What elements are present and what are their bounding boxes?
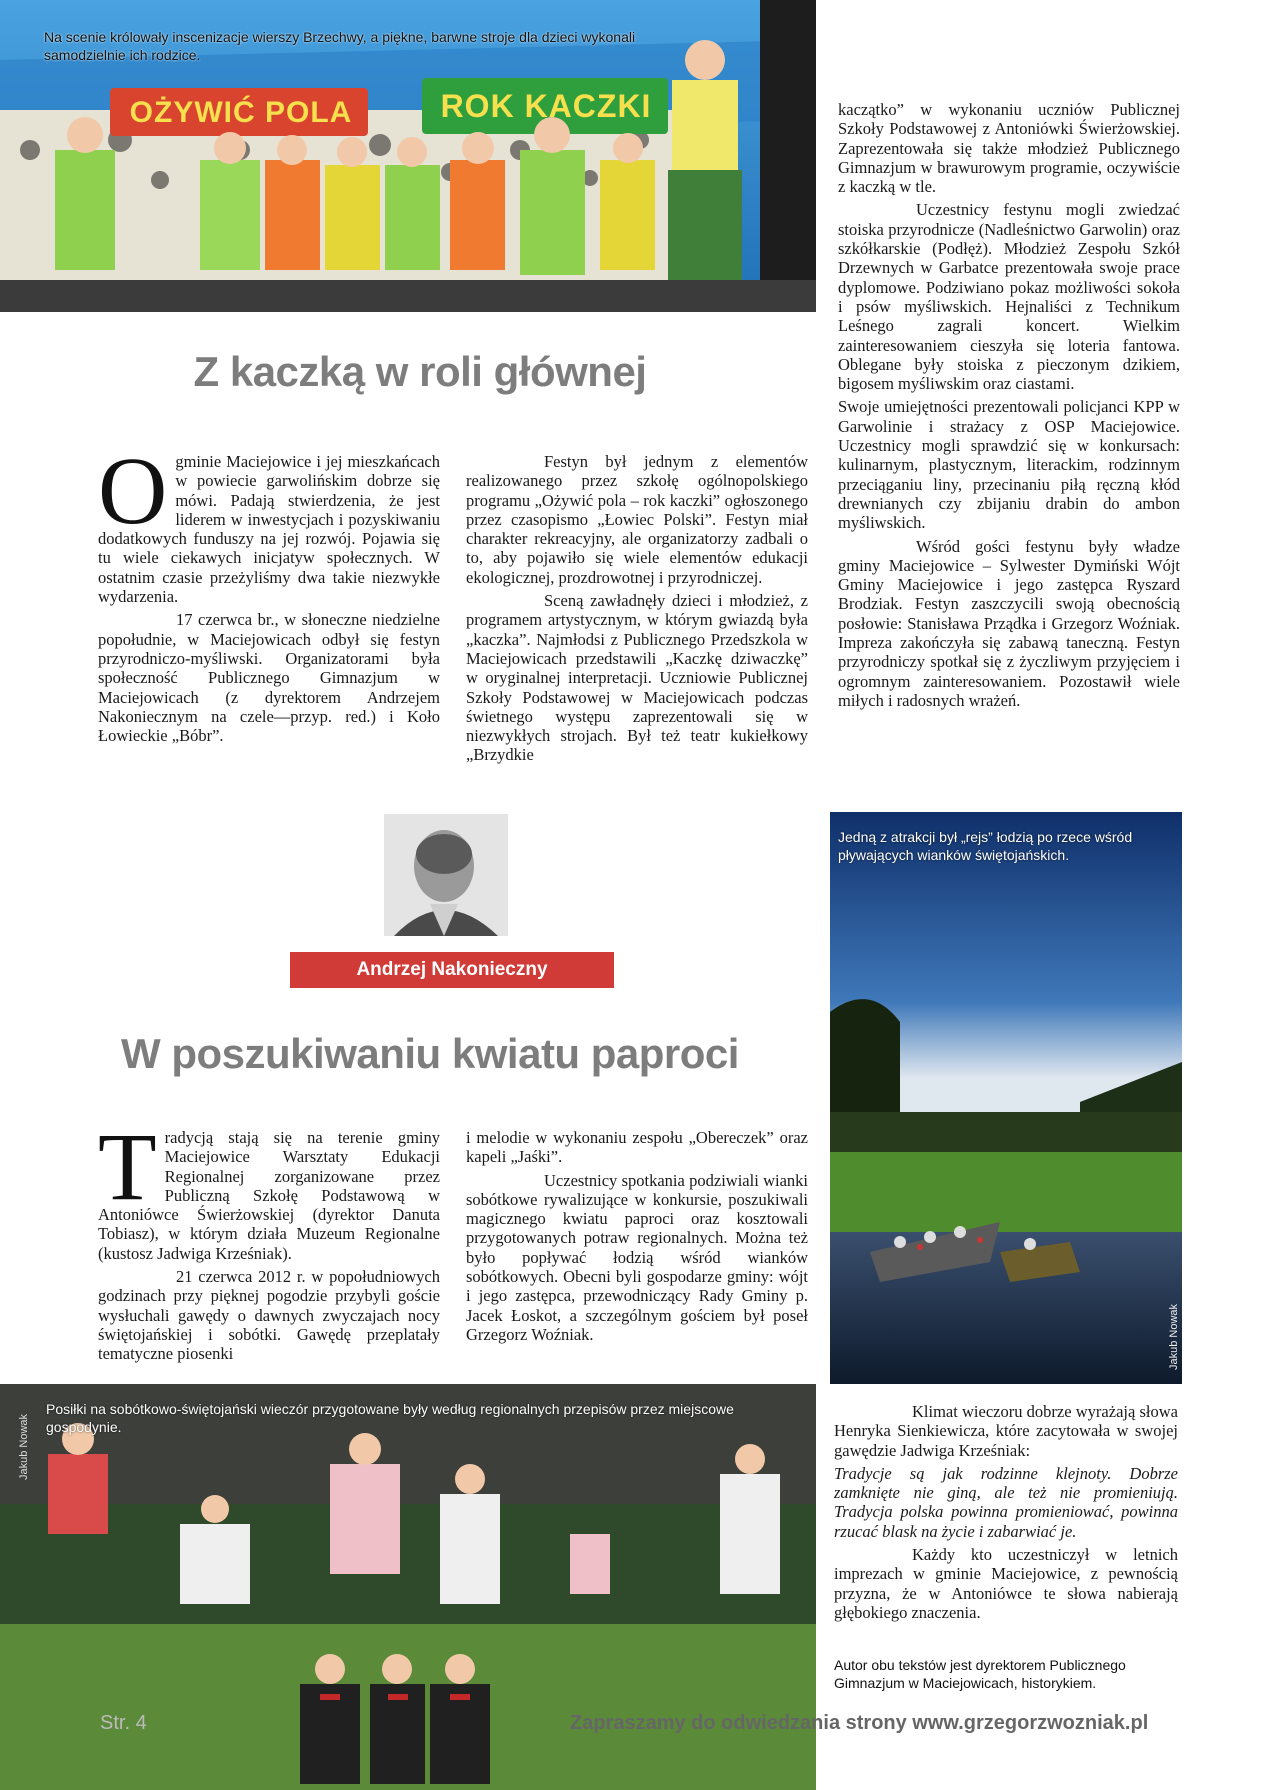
article1-col1-p1: gminie Maciejowice i jej mieszkańcach w powiecie garwolińskim dobrze się mówi. Padają stwierdzenia, że jest liderem w inwestycjach i pozyskiwaniu dodatkowych funduszy na jej rozwój. Pojawia się tu wiele ciekawych inicjatyw społecznych. W ostatnim czasie przeżyliśmy dwa takie niezwykłe wydarzenia. — [98, 452, 440, 607]
author-note: Autor obu tekstów jest dyrektorem Publicznego Gimnazjum w Maciejowicach, historykiem. — [834, 1657, 1126, 1691]
river-photo-credit: Jakub Nowak — [1168, 1303, 1180, 1370]
picnic-photo-credit: Jakub Nowak — [18, 1413, 30, 1480]
page-number: Str. 4 — [100, 1712, 147, 1734]
article2-col3-p1: Klimat wieczoru dobrze wyrażają słowa Henryka Sienkiewicza, które zacytowała w swojej gawędzie Jadwiga Krześniak: — [834, 1402, 1178, 1460]
article2-col3-p2: Każdy kto uczestniczył w letnich imprezach w gminie Maciejowice, z pewnością przyzna, że w Antoniówce te słowa nabierają głębokiego znaczenia. — [834, 1545, 1178, 1622]
article1-col1-p2: 17 czerwca br., w słoneczne niedzielne popołudnie, w Maciejowicach odbył się festyn przyrodniczo-myśliwski. Organizatorami była społeczność Publicznego Gimnazjum w Maciejowicach (z dyrektorem Andrzejem Nakoniecznym na czele—przyp. red.) i Koło Łowieckie „Bóbr”. — [98, 610, 440, 746]
article1-col3-p3: Swoje umiejętności prezentowali policjanci KPP w Garwolinie i strażacy z OSP Maciejowice. Uczestnicy mogli sprawdzić się w konkursach: kulinarnym, plastycznym, literackim, rodzinnym przeciąganiu liny, przecinaniu piłą ręczną kłód drewnianych czy zbijaniu drabin do ambon myśliwskich. — [838, 397, 1180, 533]
article1-col3 — [838, 100, 1180, 714]
article2-col1-p2: 21 czerwca 2012 r. w popołudniowych godzinach przy pięknej pogodzie przybyli goście wysłuchali gawędy o dawnych zwyczajach nocy świętojańskiej i sobótki. Gawędę przeplatały tematyczne piosenki — [98, 1267, 440, 1364]
article2-col1-p1: radycją stają się na terenie gminy Maciejowice Warsztaty Edukacji Regionalnej zorganizowane przez Publiczną Szkołę Podstawową w Antoniówce Świerżowskiej (dyrektor Danuta Tobiasz), w którym działa Muzeum Regionalne (kustosz Jadwiga Krześniak). — [98, 1128, 440, 1263]
author-portrait — [384, 814, 508, 936]
article2-col3 — [834, 1402, 1178, 1626]
river-photo — [830, 812, 1182, 1384]
article1-col1 — [98, 437, 440, 749]
river-photo-caption: Jedną z atrakcji był „rejs” łodzią po rzece wśród pływających wianków świętojańskich. — [838, 829, 1133, 863]
website-link[interactable]: Zapraszamy do odwiedzania strony www.grzegorzwozniak.pl — [570, 1712, 1149, 1734]
article1-col2-p1: Festyn był jednym z elementów realizowanego przez szkołę ogólnopolskiego programu „Ożywić pola – rok kaczki” ogłoszonego przez czasopismo „Łowiec Polski”. Festyn miał charakter rekreacyjny, ale organizatorzy zadbali o to, aby pojawiło się wiele elementów edukacji ekologicznej, prozdrowotnej i przyrodniczej. — [466, 452, 808, 587]
banner-rok-kaczki: ROK KACZKI — [440, 88, 652, 124]
article2-title: W poszukiwaniu kwiatu paproci — [121, 1030, 739, 1077]
article1-col2 — [466, 452, 808, 769]
article2-col1 — [98, 1113, 440, 1368]
stage-photo-caption: Na scenie królowały inscenizacje wierszy Brzechwy, a piękne, barwne stroje dla dzieci wykonali samodzielnie ich rodzice. — [44, 29, 636, 63]
author-portrait-art — [384, 814, 508, 936]
article2-col2-p1: i melodie w wykonaniu zespołu „Obereczek” oraz kapeli „Jaśki”. — [466, 1128, 808, 1167]
article1-col3-p2: Uczestnicy festynu mogli zwiedzać stoiska przyrodnicze (Nadleśnictwo Garwolin) oraz szkółkarskie (Podłęż). Młodzież Zespołu Szkół Drzewnych w Garbatce prezentowała swoje prace dyplomowe. Podziwiano pokaz możliwości sokoła i psów myśliwskich. Hejnaliści z Technikum Leśnego zagrali koncert. Wielkim zainteresowaniem cieszyła się loteria fantowa. Oblegane były stoiska z pieczonym dzikiem, bigosem myśliwskim oraz ciastami. — [838, 200, 1180, 394]
article2-col2 — [466, 1128, 808, 1348]
article1-dropcap: O — [98, 437, 168, 544]
article2-dropcap: T — [98, 1113, 157, 1220]
picnic-photo-caption: Posiłki na sobótkowo-świętojański wieczór przygotowane były według regionalnych przepisów przez miejscowe gospodynie. — [46, 1401, 734, 1435]
author-name: Andrzej Nakonieczny — [290, 952, 614, 988]
article2-col3-quote: Tradycje są jak rodzinne klejnoty. Dobrze zamknięte nie giną, ale też nie promieniują. Tradycja polska powinna promieniować, powinna rzucać blask na życie i zabarwiać je. — [834, 1463, 1178, 1541]
article2-col2-p2: Uczestnicy spotkania podziwiali wianki sobótkowe rywalizujące w konkursie, poszukiwali magicznego kwiatu paproci oraz kosztowali przygotowanych potraw regionalnych. Można też było popływać łodzią wśród wianków sobótkowych. Obecni byli gospodarze gminy: wójt i jego zastępca, przewodniczący Rady Gminy p. Jacek Łoskot, a szczególnym gościem był poseł Grzegorz Woźniak. — [466, 1170, 808, 1344]
banner-ozywic-pola: OŻYWIĆ POLA — [129, 96, 353, 129]
article1-col3-p4: Wśród gości festynu były władze gminy Maciejowice – Sylwester Dymiński Wójt Gminy Maciejowice i jego zastępca Ryszard Brodziak. Festyn zaszczycili swoją obecnością posłowie: Stanisława Prządka i Grzegorz Woźniak. Impreza zakończyła się zabawą taneczną. Festyn przyrodniczy spotkał się z życzliwym przyjęciem i ogromnym zainteresowaniem. Pozostawił wiele miłych i radosnych wrażeń. — [838, 536, 1180, 710]
article1-title: Z kaczką w roli głównej — [193, 348, 647, 395]
article1-col2-p2: Sceną zawładnęły dzieci i młodzież, z programem artystycznym, w którym gwiazdą była „kaczka”. Najmłodsi z Publicznego Przedszkola w Maciejowicach przedstawili „Kaczkę dziwaczkę” w oryginalnej interpretacji. Uczniowie Publicznej Szkoły Podstawowej w Maciejowicach podczas świetnego występu zaprezentowali się w niezwykłych strojach. Był też teatr kukiełkowy „Brzydkie — [466, 591, 808, 765]
river-photo-art — [830, 812, 1182, 1384]
article1-col3-p1: kaczątko” w wykonaniu uczniów Publicznej Szkoły Podstawowej z Antoniówki Świerżowskiej. Zaprezentowała się także młodzież Publicznego Gimnazjum w brawurowym programie, oczywiście z kaczką w tle. — [838, 100, 1180, 197]
